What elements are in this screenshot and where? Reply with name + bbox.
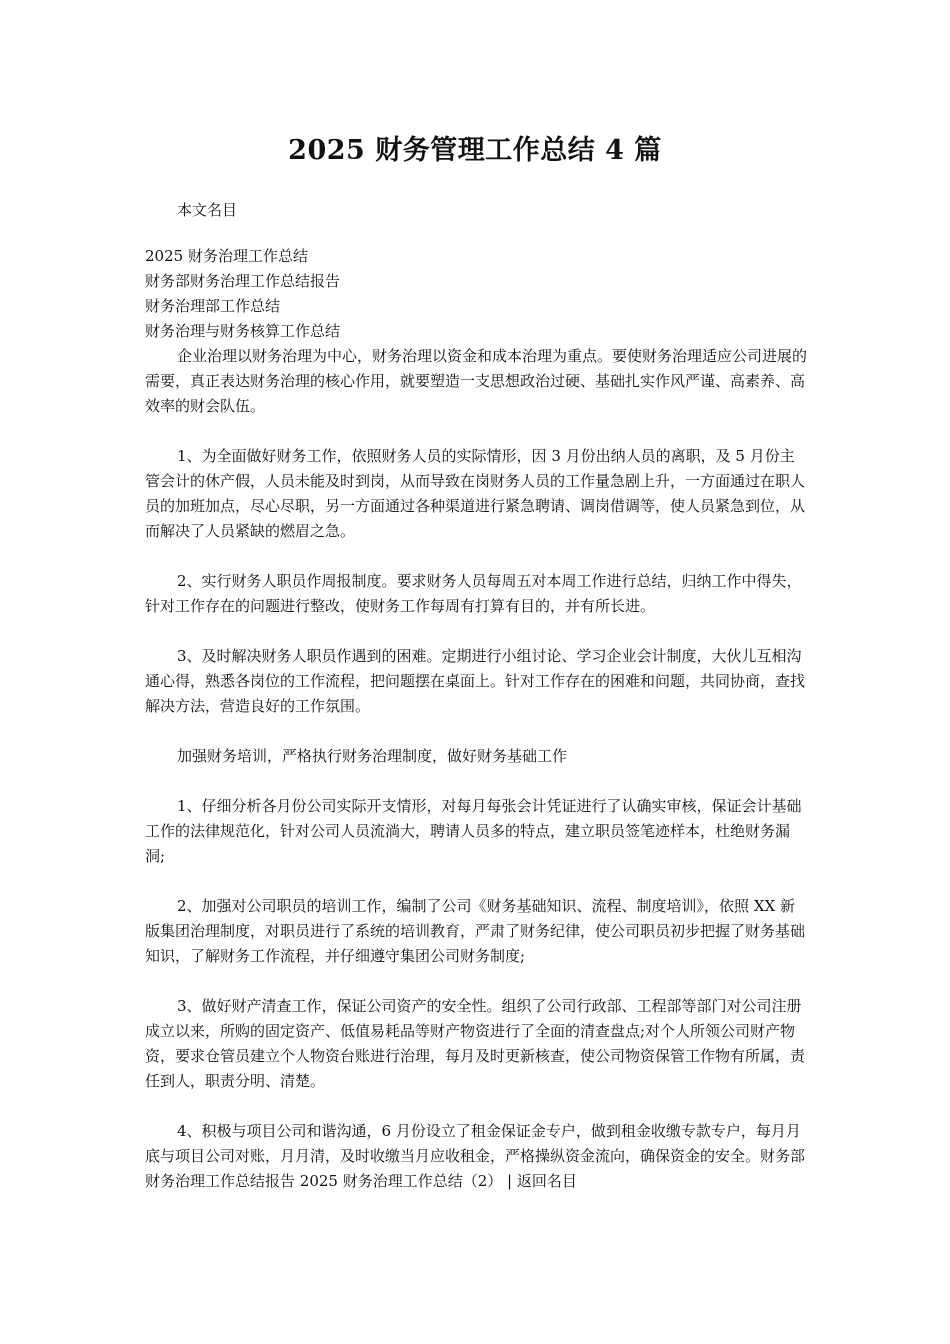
spacer [145, 719, 809, 744]
spacer [145, 419, 809, 444]
body-paragraph: 企业治理以财务治理为中心，财务治理以资金和成本治理为重点。要使财务治理适应公司进展的需要，真正表达财务治理的核心作用，就要塑造一支思想政治过硬、基础扎实作风严谨、高素养、高效率的财会队伍。 [145, 347, 808, 415]
body-paragraph: 3、及时解决财务人职员作遇到的困难。定期进行小组讨论、学习企业会计制度，大伙儿互相沟通心得，熟悉各岗位的工作流程，把问题摆在桌面上。针对工作存在的困难和问题，共同协商，查找解决方法，营造良好的工作氛围。 [145, 647, 806, 715]
body-paragraph: 2、加强对公司职员的培训工作，编制了公司《财务基础知识、流程、制度培训》，依照 XX 新版集团治理制度，对职员进行了系统的培训教育，严肃了财务纪律，使公司职员初步把握了财务基础知识，了解财务工作流程，并仔细遵守集团公司财务制度; [145, 897, 806, 965]
toc-item[interactable]: 财务治理与财务核算工作总结 [145, 322, 341, 340]
spacer [145, 544, 809, 569]
body-paragraph: 1、为全面做好财务工作，依照财务人员的实际情形，因 3 月份出纳人员的离职，及 5 月份主管会计的休产假，人员未能及时到岗，从而导致在岗财务人员的工作量急剧上升，一方面通过在职人员的加班加点，尽心尽职，另一方面通过各种渠道进行紧急聘请、调岗借调等，使人员紧急到位，从而解决了人员紧缺的燃眉之急。 [145, 447, 806, 540]
body-paragraph: 2、实行财务人职员作周报制度。要求财务人员每周五对本周工作进行总结，归纳工作中得失，针对工作存在的问题进行整改，使财务工作每周有打算有目的，并有所长进。 [145, 572, 802, 615]
spacer [145, 1094, 809, 1119]
toc-item[interactable]: 财务部财务治理工作总结报告 [145, 272, 341, 290]
spacer [145, 769, 809, 794]
document-body [145, 198, 809, 1194]
body-paragraph: 1、仔细分析各月份公司实际开支情形，对每月每张会计凭证进行了认确实审核，保证会计基础工作的法律规范化，针对公司人员流淌大，聘请人员多的特点，建立职员签笔迹样本，杜绝财务漏洞; [145, 797, 802, 865]
toc-item[interactable]: 财务治理部工作总结 [145, 297, 281, 315]
document-title: 2025 财务管理工作总结 4 篇 [288, 135, 662, 166]
toc-item[interactable]: 2025 财务治理工作总结 [145, 247, 308, 265]
toc-heading: 本文名目 [177, 201, 238, 219]
spacer [145, 969, 809, 994]
body-paragraph: 4、积极与项目公司和谐沟通，6 月份设立了租金保证金专户，做到租金收缴专款专户，每月月底与项目公司对账，月月清，及时收缴当月应收租金，严格操纵资金流向，确保资金的安全。财务部财务治理工作总结报告 2025 财务治理工作总结（2） | 返回名目 [145, 1122, 806, 1190]
body-paragraph: 3、做好财产清查工作，保证公司资产的安全性。组织了公司行政部、工程部等部门对公司注册成立以来，所购的固定资产、低值易耗品等财产物资进行了全面的清查盘点;对个人所领公司财产物资，要求仓管员建立个人物资台账进行治理，每月及时更新核查，使公司物资保管工作物有所属，责任到人，职责分明、清楚。 [145, 997, 806, 1090]
spacer [145, 223, 809, 244]
spacer [145, 619, 809, 644]
spacer [145, 869, 809, 894]
section-heading: 加强财务培训，严格执行财务治理制度，做好财务基础工作 [177, 747, 568, 765]
table-of-contents [145, 244, 809, 344]
